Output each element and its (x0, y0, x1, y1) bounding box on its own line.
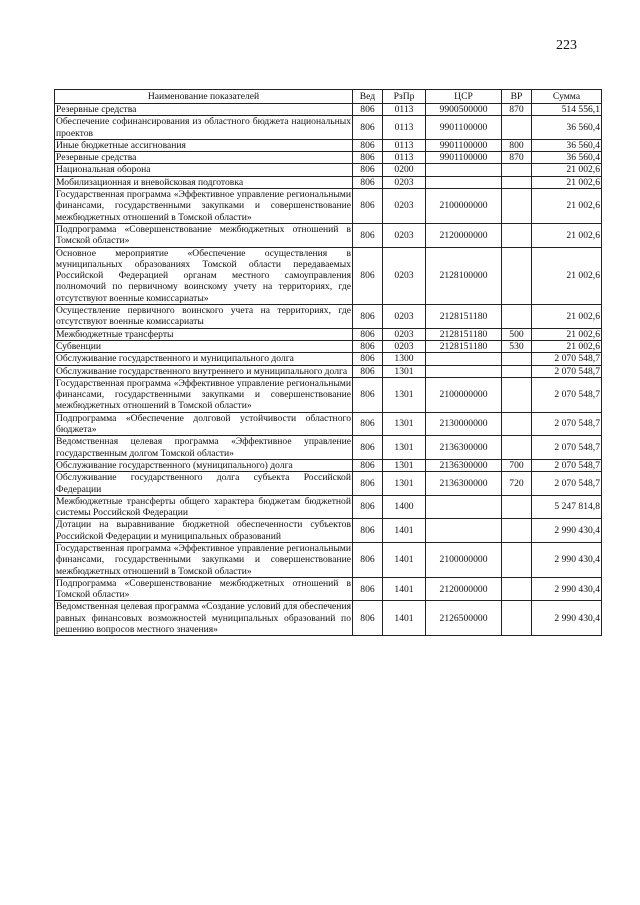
cell-ved: 806 (353, 436, 383, 460)
cell-name: Обслуживание государственного (муниципального) долга (55, 459, 353, 471)
cell-name: Ведомственная целевая программа «Создание условий для обеспечения равных финансовых возможностей муниципальных образований по решению вопросов местного значения» (56, 601, 351, 636)
cell-rzpr: 1401 (383, 542, 426, 577)
cell-sum: 36 560,4 (532, 152, 602, 164)
cell-ved: 806 (353, 152, 383, 164)
cell-sum: 2 070 548,7 (532, 472, 602, 496)
cell-ved: 806 (353, 189, 383, 224)
cell-rzpr: 1301 (383, 365, 426, 377)
cell-sum: 21 002,6 (532, 305, 602, 329)
cell-csr: 9901100000 (426, 152, 502, 164)
cell-name: Государственная программа «Эффективное управление региональными финансами, государственными закупками и совершенствование межбюджетных отношений в Томской области» (56, 377, 351, 412)
cell-vr: 500 (502, 328, 532, 340)
table-row (55, 189, 602, 224)
cell-rzpr: 1301 (383, 412, 426, 436)
table-row (55, 353, 602, 365)
cell-rzpr: 1301 (383, 459, 426, 471)
cell-ved: 806 (353, 601, 383, 636)
budget-table (54, 89, 602, 636)
cell-rzpr: 0203 (383, 176, 426, 188)
cell-vr (502, 189, 532, 224)
cell-name: Обслуживание государственного долга субъекта Российской Федерации (56, 472, 351, 495)
cell-rzpr: 0200 (383, 164, 426, 176)
cell-sum: 2 070 548,7 (532, 365, 602, 377)
table-row (55, 495, 602, 519)
cell-vr (502, 377, 532, 412)
cell-csr: 2128151180 (426, 305, 502, 329)
cell-name: Подпрограмма «Обеспечение долговой устойчивости областного бюджета» (56, 412, 351, 436)
cell-rzpr: 1401 (383, 519, 426, 543)
cell-ved: 806 (353, 459, 383, 471)
cell-vr (502, 601, 532, 636)
cell-csr: 2128151180 (426, 340, 502, 352)
cell-csr: 2126500000 (426, 601, 502, 636)
cell-vr: 870 (502, 152, 532, 164)
table-row (55, 328, 602, 340)
header-rzpr: РзПр (383, 90, 426, 104)
table-row (55, 305, 602, 329)
cell-name: Подпрограмма «Совершенствование межбюджетных отношений в Томской области» (56, 577, 351, 601)
cell-sum: 36 560,4 (532, 116, 602, 140)
cell-ved: 806 (353, 223, 383, 247)
cell-vr: 530 (502, 340, 532, 352)
cell-sum: 2 070 548,7 (532, 377, 602, 412)
cell-csr (426, 495, 502, 519)
cell-csr: 2136300000 (426, 459, 502, 471)
cell-csr (426, 176, 502, 188)
table-row (55, 472, 602, 496)
cell-ved: 806 (353, 577, 383, 601)
cell-sum: 2 990 430,4 (532, 542, 602, 577)
cell-sum: 2 070 548,7 (532, 436, 602, 460)
cell-sum: 21 002,6 (532, 164, 602, 176)
cell-rzpr: 1300 (383, 353, 426, 365)
cell-ved: 806 (353, 519, 383, 543)
cell-rzpr: 1301 (383, 472, 426, 496)
cell-ved: 806 (353, 495, 383, 519)
cell-vr (502, 164, 532, 176)
cell-vr: 700 (502, 459, 532, 471)
table-row (55, 377, 602, 412)
cell-vr: 720 (502, 472, 532, 496)
cell-ved: 806 (353, 328, 383, 340)
cell-sum: 2 990 430,4 (532, 577, 602, 601)
cell-csr (426, 164, 502, 176)
cell-sum: 514 556,1 (532, 104, 602, 116)
cell-csr: 9901100000 (426, 139, 502, 151)
cell-rzpr: 0203 (383, 328, 426, 340)
cell-sum: 21 002,6 (532, 176, 602, 188)
cell-rzpr: 1401 (383, 601, 426, 636)
cell-name: Дотации на выравнивание бюджетной обеспеченности субъектов Российской Федерации и муниципальных образований (56, 519, 351, 542)
table-row (55, 176, 602, 188)
cell-vr: 870 (502, 104, 532, 116)
table-row (55, 436, 602, 460)
cell-vr (502, 542, 532, 577)
cell-rzpr: 0113 (383, 116, 426, 140)
cell-vr (502, 495, 532, 519)
cell-csr: 9900500000 (426, 104, 502, 116)
table-row (55, 152, 602, 164)
header-ved: Вед (353, 90, 383, 104)
table-row (55, 365, 602, 377)
cell-name: Обеспечение софинансирования из областного бюджета национальных проектов (56, 116, 351, 139)
cell-csr (426, 519, 502, 543)
cell-rzpr: 1400 (383, 495, 426, 519)
table-row (55, 412, 602, 436)
table-header-row (55, 90, 602, 104)
cell-ved: 806 (353, 412, 383, 436)
cell-rzpr: 1401 (383, 577, 426, 601)
cell-csr: 2130000000 (426, 412, 502, 436)
cell-csr: 2136300000 (426, 436, 502, 460)
cell-sum: 21 002,6 (532, 189, 602, 224)
cell-vr (502, 247, 532, 304)
cell-name: Обслуживание государственного и муниципального долга (55, 353, 353, 365)
cell-name: Субвенции (55, 340, 353, 352)
table-row (55, 340, 602, 352)
cell-sum: 2 070 548,7 (532, 459, 602, 471)
cell-name: Основное мероприятие «Обеспечение осуществления в муниципальных образованиях Томской области передаваемых Российской Федерацией органам местного самоуправления полномочий по первичному воинскому учету на территориях, где отсутствуют военные комиссариаты» (56, 247, 351, 304)
cell-name: Резервные средства (55, 104, 353, 116)
cell-csr: 2120000000 (426, 577, 502, 601)
cell-csr: 9901100000 (426, 116, 502, 140)
cell-name: Межбюджетные трансферты общего характера бюджетам бюджетной системы Российской Федерации (56, 495, 351, 519)
cell-vr (502, 412, 532, 436)
table-row (55, 459, 602, 471)
cell-name: Осуществление первичного воинского учета на территориях, где отсутствуют военные комиссариаты (56, 305, 351, 328)
cell-vr (502, 176, 532, 188)
cell-ved: 806 (353, 353, 383, 365)
cell-csr: 2136300000 (426, 472, 502, 496)
cell-sum: 36 560,4 (532, 139, 602, 151)
cell-ved: 806 (353, 116, 383, 140)
cell-csr (426, 353, 502, 365)
cell-csr: 2128151180 (426, 328, 502, 340)
cell-rzpr: 0203 (383, 340, 426, 352)
cell-ved: 806 (353, 365, 383, 377)
cell-vr (502, 353, 532, 365)
cell-ved: 806 (353, 305, 383, 329)
page-number: 223 (556, 38, 577, 53)
cell-name: Резервные средства (55, 152, 353, 164)
cell-vr (502, 519, 532, 543)
cell-rzpr: 1301 (383, 377, 426, 412)
cell-ved: 806 (353, 542, 383, 577)
cell-vr (502, 577, 532, 601)
cell-csr: 2128100000 (426, 247, 502, 304)
cell-sum: 5 247 814,8 (532, 495, 602, 519)
cell-vr (502, 223, 532, 247)
cell-sum: 2 070 548,7 (532, 353, 602, 365)
header-vr: ВР (502, 90, 532, 104)
cell-csr (426, 365, 502, 377)
cell-vr: 800 (502, 139, 532, 151)
cell-name: Подпрограмма «Совершенствование межбюджетных отношений в Томской области» (56, 223, 351, 247)
cell-ved: 806 (353, 247, 383, 304)
cell-sum: 2 070 548,7 (532, 412, 602, 436)
cell-ved: 806 (353, 176, 383, 188)
cell-ved: 806 (353, 472, 383, 496)
table-row (55, 223, 602, 247)
cell-ved: 806 (353, 377, 383, 412)
header-csr: ЦСР (426, 90, 502, 104)
cell-vr (502, 305, 532, 329)
cell-rzpr: 0203 (383, 247, 426, 304)
cell-csr: 2100000000 (426, 542, 502, 577)
cell-ved: 806 (353, 164, 383, 176)
cell-name: Иные бюджетные ассигнования (55, 139, 353, 151)
cell-sum: 21 002,6 (532, 247, 602, 304)
table-row (55, 116, 602, 140)
cell-ved: 806 (353, 104, 383, 116)
cell-rzpr: 0203 (383, 189, 426, 224)
table-row (55, 104, 602, 116)
table-row (55, 601, 602, 636)
cell-csr: 2120000000 (426, 223, 502, 247)
cell-name: Мобилизационная и вневойсковая подготовка (55, 176, 353, 188)
cell-rzpr: 0113 (383, 139, 426, 151)
cell-csr: 2100000000 (426, 189, 502, 224)
table-row (55, 542, 602, 577)
cell-name: Межбюджетные трансферты (55, 328, 353, 340)
cell-rzpr: 0203 (383, 305, 426, 329)
cell-rzpr: 0203 (383, 223, 426, 247)
cell-rzpr: 0113 (383, 104, 426, 116)
cell-rzpr: 1301 (383, 436, 426, 460)
cell-name: Национальная оборона (55, 164, 353, 176)
cell-sum: 2 990 430,4 (532, 519, 602, 543)
cell-ved: 806 (353, 139, 383, 151)
table-row (55, 139, 602, 151)
cell-sum: 21 002,6 (532, 340, 602, 352)
cell-csr: 2100000000 (426, 377, 502, 412)
header-sum: Сумма (532, 90, 602, 104)
cell-ved: 806 (353, 340, 383, 352)
cell-name: Ведомственная целевая программа «Эффективное управление государственным долгом Томской области» (56, 436, 351, 459)
table-row (55, 577, 602, 601)
cell-name: Обслуживание государственного внутреннего и муниципального долга (55, 365, 353, 377)
cell-vr (502, 436, 532, 460)
header-name: Наименование показателей (55, 90, 353, 104)
cell-name: Государственная программа «Эффективное управление региональными финансами, государственными закупками и совершенствование межбюджетных отношений в Томской области» (56, 189, 351, 223)
table-row (55, 519, 602, 543)
cell-vr (502, 365, 532, 377)
cell-sum: 2 990 430,4 (532, 601, 602, 636)
cell-name: Государственная программа «Эффективное управление региональными финансами, государственными закупками и совершенствование межбюджетных отношений в Томской области» (56, 542, 351, 577)
cell-vr (502, 116, 532, 140)
table-row (55, 164, 602, 176)
table-row (55, 247, 602, 304)
cell-sum: 21 002,6 (532, 328, 602, 340)
cell-sum: 21 002,6 (532, 223, 602, 247)
cell-rzpr: 0113 (383, 152, 426, 164)
